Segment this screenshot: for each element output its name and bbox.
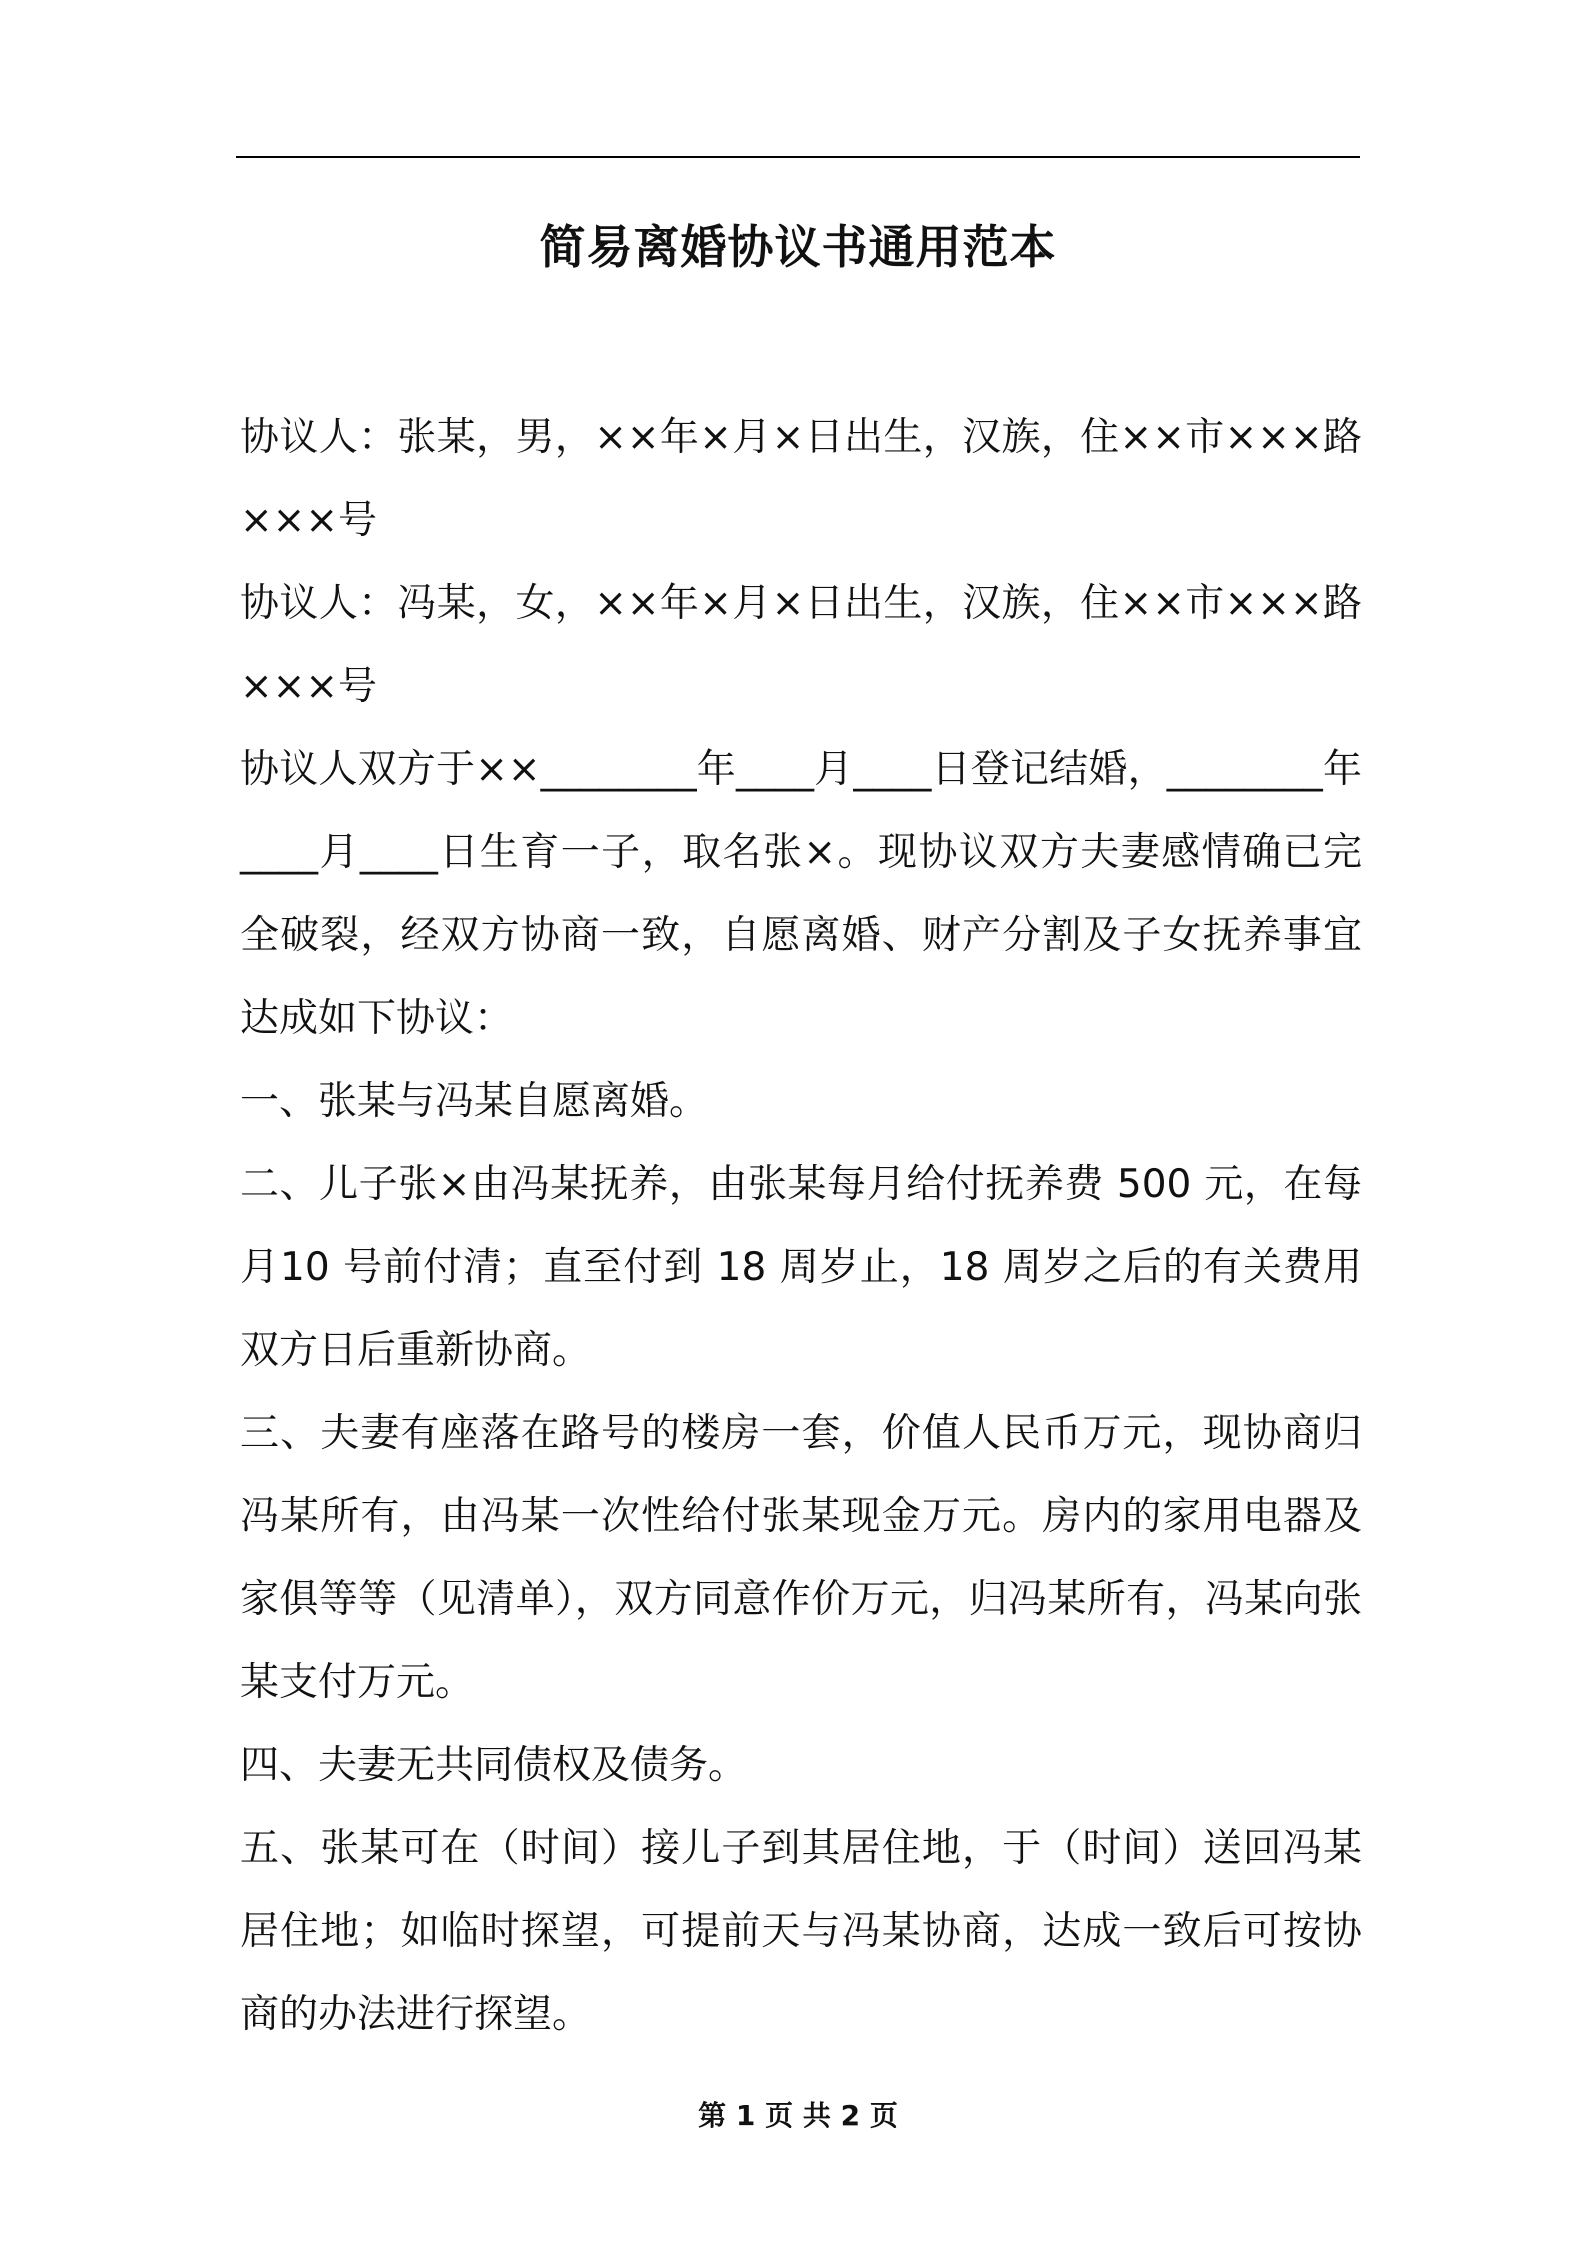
footer-middle: 页 共 xyxy=(755,2099,841,2132)
page-footer xyxy=(236,2096,1360,2136)
footer-prefix: 第 xyxy=(698,2099,736,2132)
clause-1-paragraph: 一、张某与冯某自愿离婚。 xyxy=(240,1079,709,1124)
preamble-paragraph: 协议人双方于××________年____月____日登记结婚，________年____月____日生育一子，取名张×。现协议双方夫妻感情确已完全破裂，经双方协商一致，自愿离婚、财产分割及子女抚养事宜达成如下协议： xyxy=(240,747,1362,1041)
footer-total-pages: 2 xyxy=(840,2099,861,2132)
clause-3-paragraph: 三、夫妻有座落在路号的楼房一套，价值人民币万元，现协商归冯某所有，由冯某一次性给付张某现金万元。房内的家用电器及家俱等等（见清单），双方同意作价万元，归冯某所有，冯某向张某支付万元。 xyxy=(240,1411,1362,1705)
footer-current-page: 1 xyxy=(735,2099,756,2132)
document-body xyxy=(240,396,1362,2056)
clause-5-paragraph: 五、张某可在（时间）接儿子到其居住地，于（时间）送回冯某居住地；如临时探望，可提前天与冯某协商，达成一致后可按协商的办法进行探望。 xyxy=(240,1826,1362,2037)
header-rule xyxy=(236,156,1360,158)
party-1-paragraph: 协议人：张某，男，××年×月×日出生，汉族，住××市×××路×××号 xyxy=(240,415,1362,543)
clause-2-paragraph: 二、儿子张×由冯某抚养，由张某每月给付抚养费 500 元，在每月10 号前付清；直至付到 18 周岁止，18 周岁之后的有关费用双方日后重新协商。 xyxy=(240,1162,1362,1373)
party-2-paragraph: 协议人：冯某，女，××年×月×日出生，汉族，住××市×××路×××号 xyxy=(240,581,1362,709)
footer-suffix: 页 xyxy=(860,2099,898,2132)
clause-4-paragraph: 四、夫妻无共同债权及债务。 xyxy=(240,1743,748,1788)
document-title: 简易离婚协议书通用范本 xyxy=(539,220,1057,274)
